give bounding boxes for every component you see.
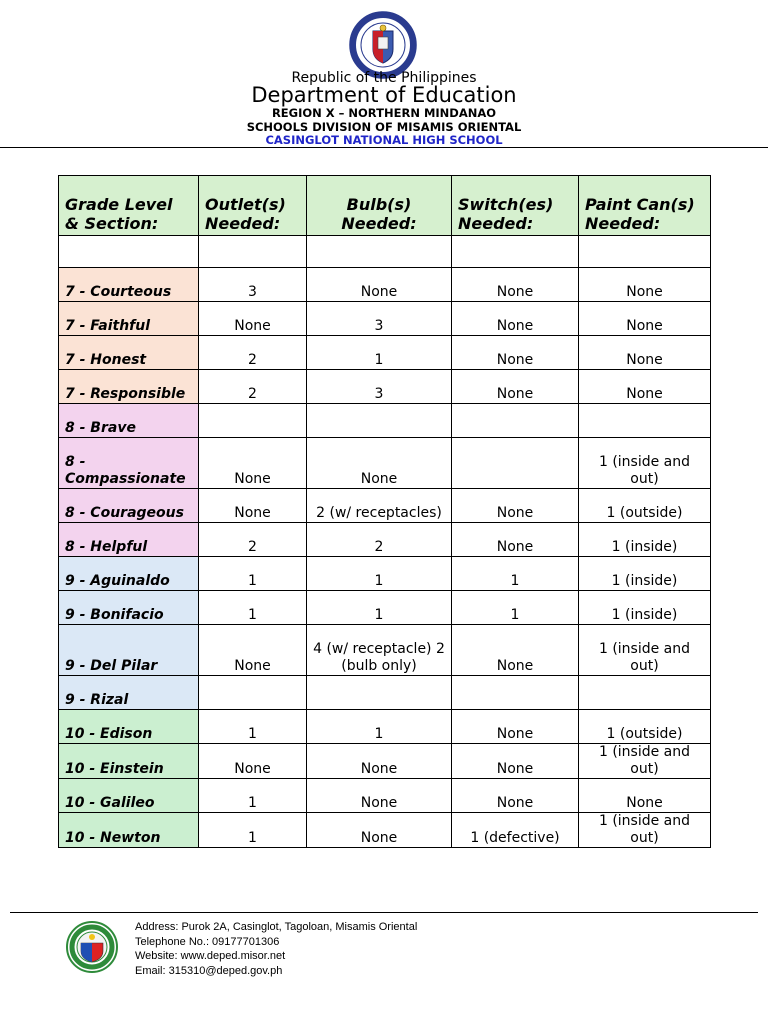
bulbs-cell: 2 bbox=[307, 523, 452, 557]
section-cell: 10 - Einstein bbox=[59, 744, 199, 779]
section-cell bbox=[59, 236, 199, 268]
bulbs-cell: 1 bbox=[307, 710, 452, 744]
paint-cell: 1 (inside and out) bbox=[579, 438, 711, 489]
header-divider bbox=[0, 147, 768, 148]
switches-cell bbox=[452, 236, 579, 268]
table-row bbox=[59, 625, 711, 676]
bulbs-cell: 2 (w/ receptacles) bbox=[307, 489, 452, 523]
table-row bbox=[59, 236, 711, 268]
outlets-cell: 2 bbox=[199, 523, 307, 557]
bulbs-cell: None bbox=[307, 744, 452, 779]
bulbs-cell: None bbox=[307, 438, 452, 489]
section-cell: 7 - Honest bbox=[59, 336, 199, 370]
paint-cell: None bbox=[579, 268, 711, 302]
outlets-cell: 1 bbox=[199, 557, 307, 591]
section-cell: 10 - Galileo bbox=[59, 779, 199, 813]
paint-cell: 1 (inside and out) bbox=[579, 813, 711, 848]
switches-cell bbox=[452, 438, 579, 489]
table-row bbox=[59, 370, 711, 404]
bulbs-cell: None bbox=[307, 268, 452, 302]
outlets-cell: None bbox=[199, 744, 307, 779]
section-cell: 7 - Faithful bbox=[59, 302, 199, 336]
switches-cell: None bbox=[452, 779, 579, 813]
division-line: SCHOOLS DIVISION OF MISAMIS ORIENTAL bbox=[246, 120, 522, 134]
switches-cell bbox=[452, 676, 579, 710]
requirements-table bbox=[58, 175, 711, 848]
paint-cell bbox=[579, 676, 711, 710]
department-title: Department of Education bbox=[251, 83, 517, 107]
outlets-cell bbox=[199, 676, 307, 710]
paint-cell: None bbox=[579, 779, 711, 813]
outlets-cell: 3 bbox=[199, 268, 307, 302]
outlets-cell: 1 bbox=[199, 813, 307, 848]
paint-cell: 1 (inside) bbox=[579, 557, 711, 591]
republic-line: Republic of the Philippines bbox=[291, 70, 477, 86]
outlets-cell: None bbox=[199, 302, 307, 336]
paint-cell: 1 (inside) bbox=[579, 523, 711, 557]
outlets-cell bbox=[199, 236, 307, 268]
switches-cell: 1 bbox=[452, 557, 579, 591]
switches-cell: None bbox=[452, 710, 579, 744]
table-row bbox=[59, 779, 711, 813]
table-row bbox=[59, 676, 711, 710]
outlets-cell: 1 bbox=[199, 591, 307, 625]
outlets-cell: 2 bbox=[199, 336, 307, 370]
switches-cell: None bbox=[452, 370, 579, 404]
outlets-cell: 1 bbox=[199, 710, 307, 744]
table-row bbox=[59, 813, 711, 848]
table-row bbox=[59, 489, 711, 523]
paint-cell: 1 (inside) bbox=[579, 591, 711, 625]
section-cell: 9 - Aguinaldo bbox=[59, 557, 199, 591]
section-cell: 7 - Responsible bbox=[59, 370, 199, 404]
outlets-cell: 2 bbox=[199, 370, 307, 404]
column-header-section: Grade Level & Section: bbox=[59, 176, 199, 236]
school-logo-icon bbox=[66, 921, 118, 973]
footer-website: Website: www.deped.misor.net bbox=[135, 950, 286, 962]
section-cell: 8 - Compassionate bbox=[59, 438, 199, 489]
column-header-paint: Paint Can(s) Needed: bbox=[579, 176, 711, 236]
outlets-cell: 1 bbox=[199, 779, 307, 813]
paint-cell: None bbox=[579, 302, 711, 336]
column-header-outlets: Outlet(s) Needed: bbox=[199, 176, 307, 236]
switches-cell: None bbox=[452, 523, 579, 557]
switches-cell: None bbox=[452, 336, 579, 370]
region-line: REGION X – NORTHERN MINDANAO bbox=[271, 106, 497, 120]
table-row bbox=[59, 438, 711, 489]
switches-cell: 1 (defective) bbox=[452, 813, 579, 848]
paint-cell: 1 (inside and out) bbox=[579, 744, 711, 779]
paint-cell: 1 (outside) bbox=[579, 489, 711, 523]
table-row bbox=[59, 523, 711, 557]
school-name: CASINGLOT NATIONAL HIGH SCHOOL bbox=[265, 133, 503, 147]
section-cell: 9 - Rizal bbox=[59, 676, 199, 710]
column-header-bulbs: Bulb(s) Needed: bbox=[307, 176, 452, 236]
outlets-cell: None bbox=[199, 625, 307, 676]
section-cell: 10 - Newton bbox=[59, 813, 199, 848]
section-cell: 9 - Bonifacio bbox=[59, 591, 199, 625]
bulbs-cell: None bbox=[307, 779, 452, 813]
footer-contact bbox=[135, 920, 417, 978]
table-row bbox=[59, 744, 711, 779]
footer-address: Address: Purok 2A, Casinglot, Tagoloan, Misamis Oriental bbox=[135, 921, 418, 933]
footer-telephone: Telephone No.: 09177701306 bbox=[135, 935, 280, 948]
switches-cell: None bbox=[452, 268, 579, 302]
switches-cell: None bbox=[452, 489, 579, 523]
bulbs-cell bbox=[307, 676, 452, 710]
bulbs-cell: 1 bbox=[307, 591, 452, 625]
bulbs-cell bbox=[307, 404, 452, 438]
column-header-switches: Switch(es) Needed: bbox=[452, 176, 579, 236]
section-cell: 7 - Courteous bbox=[59, 268, 199, 302]
paint-cell bbox=[579, 236, 711, 268]
bulbs-cell: 4 (w/ receptacle) 2 (bulb only) bbox=[307, 625, 452, 676]
bulbs-cell: 1 bbox=[307, 336, 452, 370]
table-row bbox=[59, 557, 711, 591]
paint-cell: None bbox=[579, 336, 711, 370]
table-row bbox=[59, 336, 711, 370]
paint-cell: None bbox=[579, 370, 711, 404]
table-row bbox=[59, 302, 711, 336]
section-cell: 9 - Del Pilar bbox=[59, 625, 199, 676]
footer-email: Email: 315310@deped.gov.ph bbox=[135, 964, 283, 977]
section-cell: 10 - Edison bbox=[59, 710, 199, 744]
switches-cell: None bbox=[452, 625, 579, 676]
section-cell: 8 - Brave bbox=[59, 404, 199, 438]
bulbs-cell: None bbox=[307, 813, 452, 848]
paint-cell: 1 (inside and out) bbox=[579, 625, 711, 676]
section-cell: 8 - Courageous bbox=[59, 489, 199, 523]
table-header-row bbox=[59, 176, 711, 236]
table-row bbox=[59, 268, 711, 302]
table-row bbox=[59, 404, 711, 438]
bulbs-cell: 3 bbox=[307, 370, 452, 404]
footer-divider bbox=[10, 912, 758, 913]
bulbs-cell: 3 bbox=[307, 302, 452, 336]
section-cell: 8 - Helpful bbox=[59, 523, 199, 557]
bulbs-cell bbox=[307, 236, 452, 268]
bulbs-cell: 1 bbox=[307, 557, 452, 591]
outlets-cell bbox=[199, 404, 307, 438]
outlets-cell: None bbox=[199, 489, 307, 523]
paint-cell: 1 (outside) bbox=[579, 710, 711, 744]
switches-cell: None bbox=[452, 744, 579, 779]
deped-seal-icon bbox=[349, 11, 417, 79]
switches-cell bbox=[452, 404, 579, 438]
paint-cell bbox=[579, 404, 711, 438]
switches-cell: None bbox=[452, 302, 579, 336]
table-row bbox=[59, 591, 711, 625]
switches-cell: 1 bbox=[452, 591, 579, 625]
table-row bbox=[59, 710, 711, 744]
outlets-cell: None bbox=[199, 438, 307, 489]
